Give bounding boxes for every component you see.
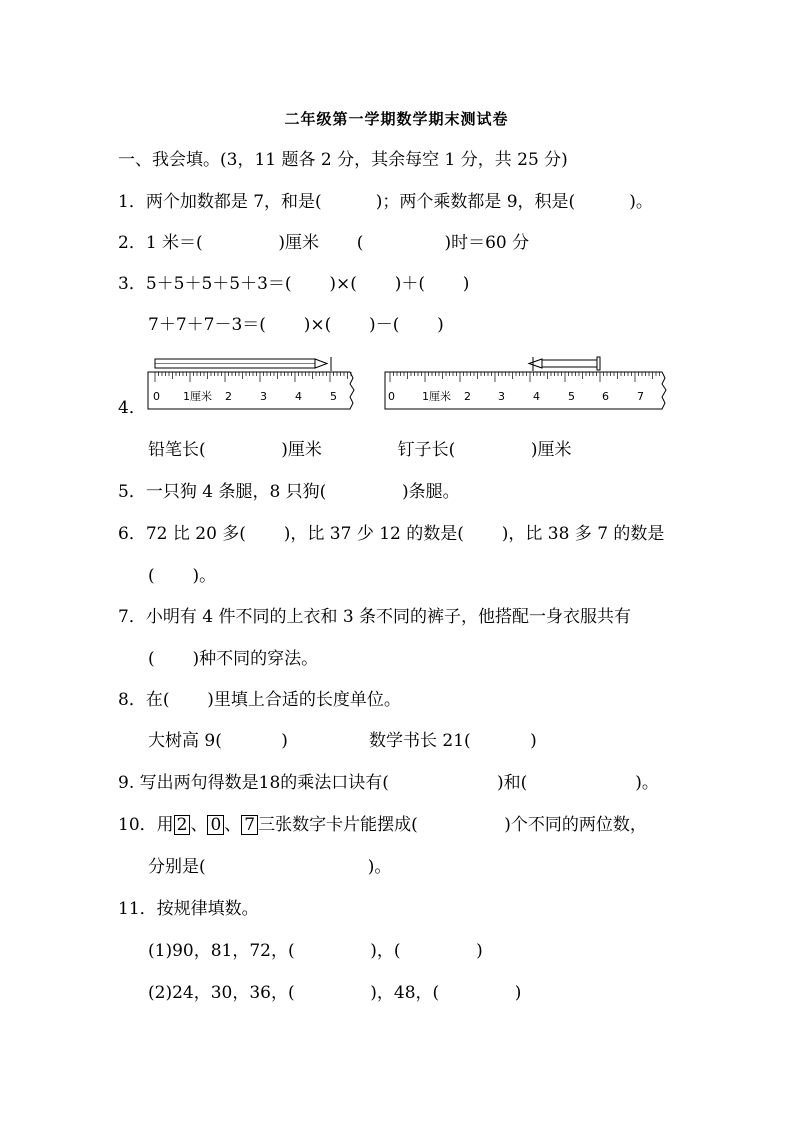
section-heading: 一、我会填。(3，11 题各 2 分，其余每空 1 分，共 25 分) <box>118 150 568 170</box>
digit-card-7: 7 <box>241 815 258 835</box>
question-11-part2: (2)24，30，36，( )，48，( ) <box>148 983 522 1003</box>
question-7-line2: ( )种不同的穿法。 <box>148 649 319 669</box>
exam-title: 二年级第一学期数学期末测试卷 <box>284 110 509 128</box>
ruler2-label-6: 6 <box>602 390 609 403</box>
question-11-part1: (1)90，81，72，( )，( ) <box>148 941 483 961</box>
q10-sep1: 、 <box>190 815 208 835</box>
question-7-line1: 7．小明有 4 件不同的上衣和 3 条不同的裤子，他搭配一身衣服共有 <box>118 607 632 627</box>
question-5: 5．一只狗 4 条腿，8 只狗( )条腿。 <box>118 482 460 502</box>
q10-sep2: 、 <box>224 815 242 835</box>
question-10-line2: 分别是( )。 <box>148 857 392 877</box>
ruler-nail <box>382 355 672 415</box>
digit-card-0: 0 <box>207 815 224 835</box>
question-4-answers: 铅笔长( )厘米 钉子长( )厘米 <box>148 440 572 460</box>
ruler2-label-7: 7 <box>637 390 644 403</box>
ruler1-label-0: 0 <box>153 390 160 403</box>
ruler1-label-2: 2 <box>225 390 232 403</box>
question-11: 11．按规律填数。 <box>118 899 259 919</box>
ruler2-label-4: 4 <box>533 390 540 403</box>
nail-icon <box>529 357 600 371</box>
question-2: 2．1 米＝( )厘米 ( )时＝60 分 <box>118 233 530 253</box>
ruler2-label-2: 2 <box>464 390 471 403</box>
question-3-line1: 3．5＋5＋5＋5＋3＝( )×( )＋( ) <box>118 274 470 294</box>
pencil-icon <box>155 357 331 371</box>
ruler1-label-5: 5 <box>330 390 337 403</box>
question-10-line1 <box>118 815 647 835</box>
ruler1-label-4: 4 <box>295 390 302 403</box>
ruler2-label-3: 3 <box>498 390 505 403</box>
question-1: 1．两个加数都是 7，和是( )；两个乘数都是 9，积是( )。 <box>118 192 653 212</box>
question-6-line1: 6．72 比 20 多( )，比 37 少 12 的数是( )，比 38 多 7 的数是 <box>118 524 665 544</box>
ruler2-label-5: 5 <box>568 390 575 403</box>
ruler2-label-1: 1厘米 <box>422 390 451 403</box>
question-8-line2: 大树高 9( ) 数学书长 21( ) <box>148 731 537 751</box>
question-9: 9. 写出两句得数是18的乘法口诀有( )和( )。 <box>118 773 659 793</box>
question-6-line2: ( )。 <box>148 566 217 586</box>
ruler-pencil <box>145 355 360 415</box>
ruler1-label-1: 1厘米 <box>183 390 212 403</box>
question-8-line1: 8．在( )里填上合适的长度单位。 <box>118 690 401 710</box>
q10-prefix: 10．用 <box>118 815 174 835</box>
question-4-number: 4． <box>118 398 146 418</box>
digit-card-2: 2 <box>174 815 191 835</box>
question-3-line2: 7＋7＋7－3＝( )×( )－( ) <box>148 315 444 335</box>
ruler1-label-3: 3 <box>260 390 267 403</box>
q10-suffix: 三张数字卡片能摆成( )个不同的两位数， <box>258 815 647 835</box>
ruler2-label-0: 0 <box>388 390 395 403</box>
